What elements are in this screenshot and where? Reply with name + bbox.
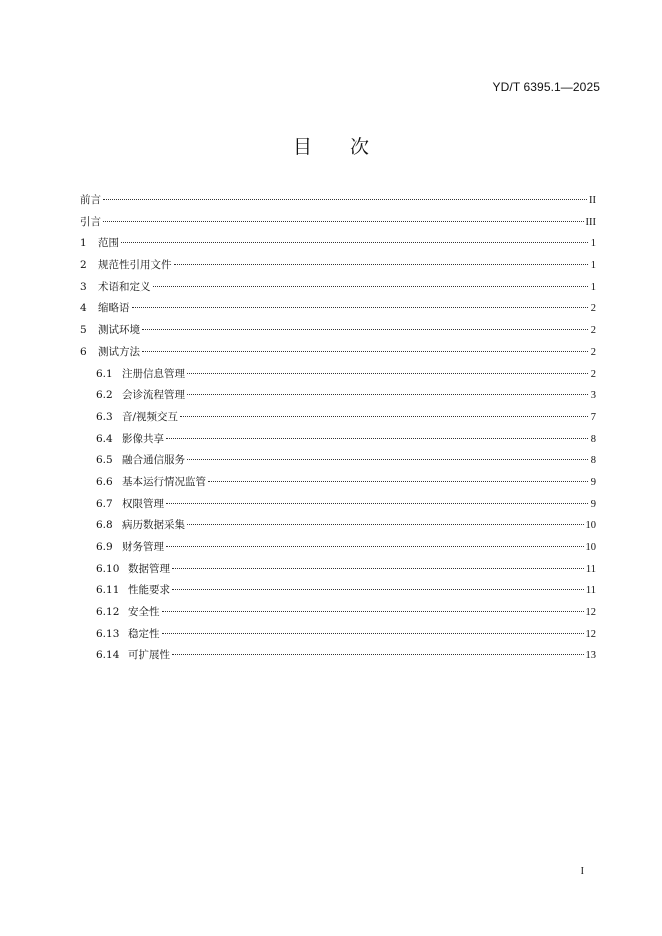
toc-dot-leader	[187, 523, 584, 525]
toc-entry-page: II	[589, 195, 596, 206]
toc-entry[interactable]	[80, 450, 596, 472]
title-char-2: 次	[350, 136, 370, 158]
toc-entry-number: 1	[80, 237, 87, 250]
toc-entry[interactable]	[80, 190, 596, 212]
toc-dot-leader	[174, 263, 589, 265]
toc-entry[interactable]	[80, 580, 596, 602]
toc-entry-page: 8	[590, 455, 596, 467]
toc-entry[interactable]	[80, 515, 596, 537]
toc-entry-number: 6.3	[96, 410, 113, 423]
toc-entry[interactable]	[80, 624, 596, 646]
toc-dot-leader	[166, 437, 588, 439]
toc-entry[interactable]	[80, 429, 596, 451]
toc-entry-number: 6.4	[96, 432, 113, 445]
toc-entry[interactable]	[80, 277, 596, 299]
toc-entry[interactable]	[80, 407, 596, 429]
toc-entry[interactable]	[80, 385, 596, 407]
toc-entry[interactable]	[80, 255, 596, 277]
toc-dot-leader	[121, 241, 588, 243]
toc-dot-leader	[153, 285, 589, 287]
toc-entry-number: 6.11	[96, 584, 120, 597]
table-of-contents	[80, 190, 596, 667]
toc-entry[interactable]	[80, 233, 596, 255]
toc-dot-leader	[187, 458, 588, 460]
toc-entry-label: 财务管理	[122, 541, 164, 553]
toc-dot-leader	[162, 632, 584, 634]
toc-dot-leader	[142, 350, 588, 352]
toc-dot-leader	[180, 415, 588, 417]
toc-entry-number: 6.10	[96, 562, 120, 575]
toc-dot-leader	[208, 480, 588, 482]
toc-entry-number: 6.5	[96, 454, 113, 467]
toc-entry-label: 规范性引用文件	[98, 259, 172, 272]
toc-entry-page: 2	[590, 346, 596, 358]
toc-entry-number: 6.7	[96, 497, 113, 510]
toc-dot-leader	[187, 372, 588, 374]
toc-entry-label: 影像共享	[122, 432, 164, 445]
toc-entry-label: 基本运行情况监管	[122, 475, 206, 488]
toc-entry[interactable]	[80, 472, 596, 494]
toc-entry-label: 测试环境	[98, 324, 140, 337]
toc-entry-label: 音/视频交互	[122, 410, 179, 423]
toc-entry-page: 9	[590, 476, 596, 488]
toc-entry-page: 9	[590, 498, 596, 510]
title-char-1: 目	[292, 136, 312, 158]
toc-entry-label: 引言	[80, 215, 101, 228]
toc-entry-label: 注册信息管理	[122, 367, 185, 380]
toc-entry-label: 稳定性	[128, 627, 160, 640]
toc-dot-leader	[172, 588, 584, 590]
toc-entry-number: 6.6	[96, 475, 113, 488]
toc-entry-label: 安全性	[128, 606, 160, 619]
page-title	[0, 132, 662, 159]
toc-entry-label: 权限管理	[122, 497, 164, 510]
toc-entry-page: III	[585, 216, 596, 228]
toc-entry-label: 融合通信服务	[122, 454, 185, 467]
toc-entry-page: 2	[590, 368, 596, 380]
toc-entry[interactable]	[80, 298, 596, 320]
toc-entry-label: 缩略语	[98, 302, 130, 315]
toc-entry-label: 病历数据采集	[122, 519, 185, 532]
toc-entry-page: 10	[585, 542, 596, 553]
toc-entry-number: 6.14	[96, 649, 120, 662]
toc-entry-number: 5	[80, 324, 87, 337]
toc-entry-label: 可扩展性	[128, 649, 170, 662]
toc-entry-page: 12	[585, 607, 596, 619]
toc-dot-leader	[166, 545, 584, 547]
toc-entry-number: 6.2	[96, 389, 113, 402]
toc-entry[interactable]	[80, 342, 596, 364]
toc-dot-leader	[172, 653, 584, 655]
toc-entry[interactable]	[80, 364, 596, 386]
toc-entry-page: 11	[585, 563, 596, 575]
toc-entry[interactable]	[80, 559, 596, 581]
toc-entry-page: 11	[585, 585, 596, 597]
page-number: I	[580, 866, 584, 877]
toc-dot-leader	[166, 502, 588, 504]
toc-entry-page: 8	[590, 433, 596, 445]
toc-entry-number: 6.1	[96, 367, 113, 380]
toc-entry-number: 6.13	[96, 627, 120, 640]
toc-entry-page: 1	[590, 260, 596, 272]
toc-entry-label: 会诊流程管理	[122, 389, 185, 402]
toc-entry-page: 10	[585, 520, 596, 532]
toc-entry-page: 2	[590, 303, 596, 315]
toc-dot-leader	[162, 610, 584, 612]
document-code: YD/T 6395.1—2025	[492, 80, 600, 94]
toc-entry-label: 范围	[98, 237, 119, 250]
toc-dot-leader	[103, 198, 587, 200]
toc-entry-number: 6	[80, 345, 87, 358]
toc-entry-page: 3	[590, 390, 596, 402]
toc-entry-page: 2	[590, 325, 596, 337]
toc-dot-leader	[132, 306, 589, 308]
toc-entry-page: 12	[585, 628, 596, 640]
toc-entry-number: 6.9	[96, 541, 113, 553]
toc-entry[interactable]	[80, 645, 596, 667]
toc-entry-page: 13	[585, 650, 596, 662]
toc-entry-number: 3	[80, 280, 87, 293]
toc-dot-leader	[142, 328, 588, 330]
toc-entry[interactable]	[80, 212, 596, 234]
toc-entry-label: 前言	[80, 194, 101, 206]
toc-entry-page: 1	[590, 238, 596, 250]
toc-dot-leader	[187, 393, 588, 395]
toc-dot-leader	[172, 567, 584, 569]
toc-entry-number: 6.12	[96, 606, 120, 619]
toc-entry-page: 1	[590, 281, 596, 293]
toc-entry-page: 7	[590, 411, 596, 423]
toc-entry-label: 数据管理	[128, 562, 170, 575]
toc-entry-label: 性能要求	[128, 584, 170, 597]
toc-entry-number: 6.8	[96, 519, 113, 532]
toc-entry-number: 4	[80, 302, 87, 315]
toc-entry[interactable]	[80, 320, 596, 342]
toc-entry[interactable]	[80, 537, 596, 559]
toc-entry-label: 术语和定义	[98, 280, 151, 293]
toc-entry-number: 2	[80, 259, 87, 272]
toc-entry[interactable]	[80, 602, 596, 624]
toc-entry[interactable]	[80, 494, 596, 516]
toc-dot-leader	[103, 220, 584, 222]
toc-entry-label: 测试方法	[98, 345, 140, 358]
